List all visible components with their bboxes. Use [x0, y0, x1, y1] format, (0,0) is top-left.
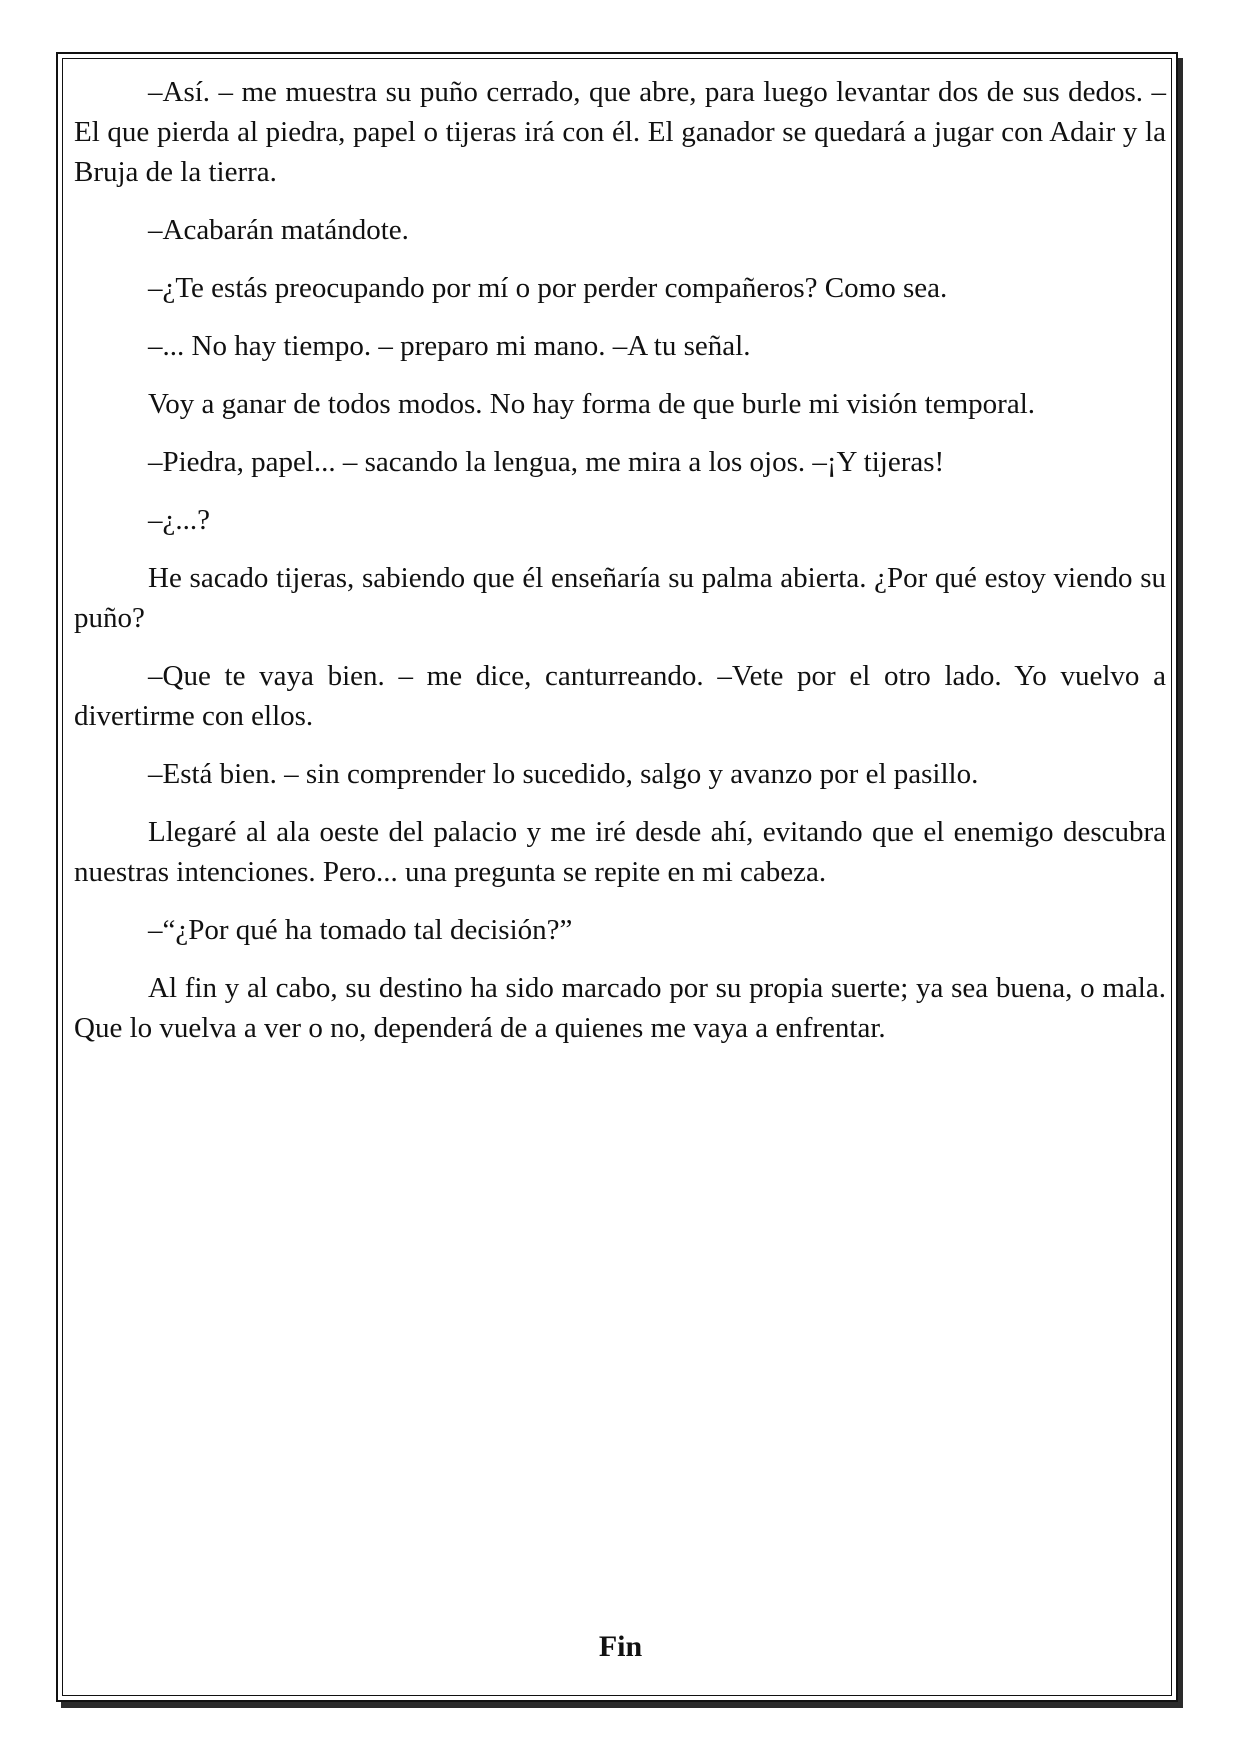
- paragraph: –“¿Por qué ha tomado tal decisión?”: [148, 914, 573, 946]
- body-text: [74, 72, 1166, 1066]
- paragraph: –Piedra, papel... – sacando la lengua, me mira a los ojos. –¡Y tijeras!: [148, 446, 945, 478]
- paragraph: Voy a ganar de todos modos. No hay forma de que burle mi visión temporal.: [148, 388, 1036, 420]
- closing-text: Fin: [598, 1630, 643, 1663]
- paragraph: –... No hay tiempo. – preparo mi mano. –A tu señal.: [148, 330, 751, 362]
- paragraph: –¿Te estás preocupando por mí o por perder compañeros? Como sea.: [148, 272, 948, 304]
- paragraph: Llegaré al ala oeste del palacio y me iré desde ahí, evitando que el enemigo descubra nuestras intenciones. Pero... una pregunta se repite en mi cabeza.: [74, 816, 1166, 888]
- paragraph: –Acabarán matándote.: [148, 214, 409, 246]
- paragraph: –Así. – me muestra su puño cerrado, que abre, para luego levantar dos de sus dedos. –El que pierda al piedra, papel o tijeras irá con él. El ganador se quedará a jugar con Adair y la Bruja de la tierra.: [74, 76, 1166, 188]
- paragraph: –Está bien. – sin comprender lo sucedido, salgo y avanzo por el pasillo.: [148, 758, 979, 790]
- paragraph: –¿...?: [148, 504, 210, 536]
- paragraph: –Que te vaya bien. – me dice, canturreando. –Vete por el otro lado. Yo vuelvo a divertirme con ellos.: [74, 660, 1166, 732]
- paragraph: Al fin y al cabo, su destino ha sido marcado por su propia suerte; ya sea buena, o mala. Que lo vuelva a ver o no, dependerá de a quienes me vaya a enfrentar.: [74, 972, 1166, 1044]
- paragraph: He sacado tijeras, sabiendo que él enseñaría su palma abierta. ¿Por qué estoy viendo su puño?: [74, 562, 1166, 634]
